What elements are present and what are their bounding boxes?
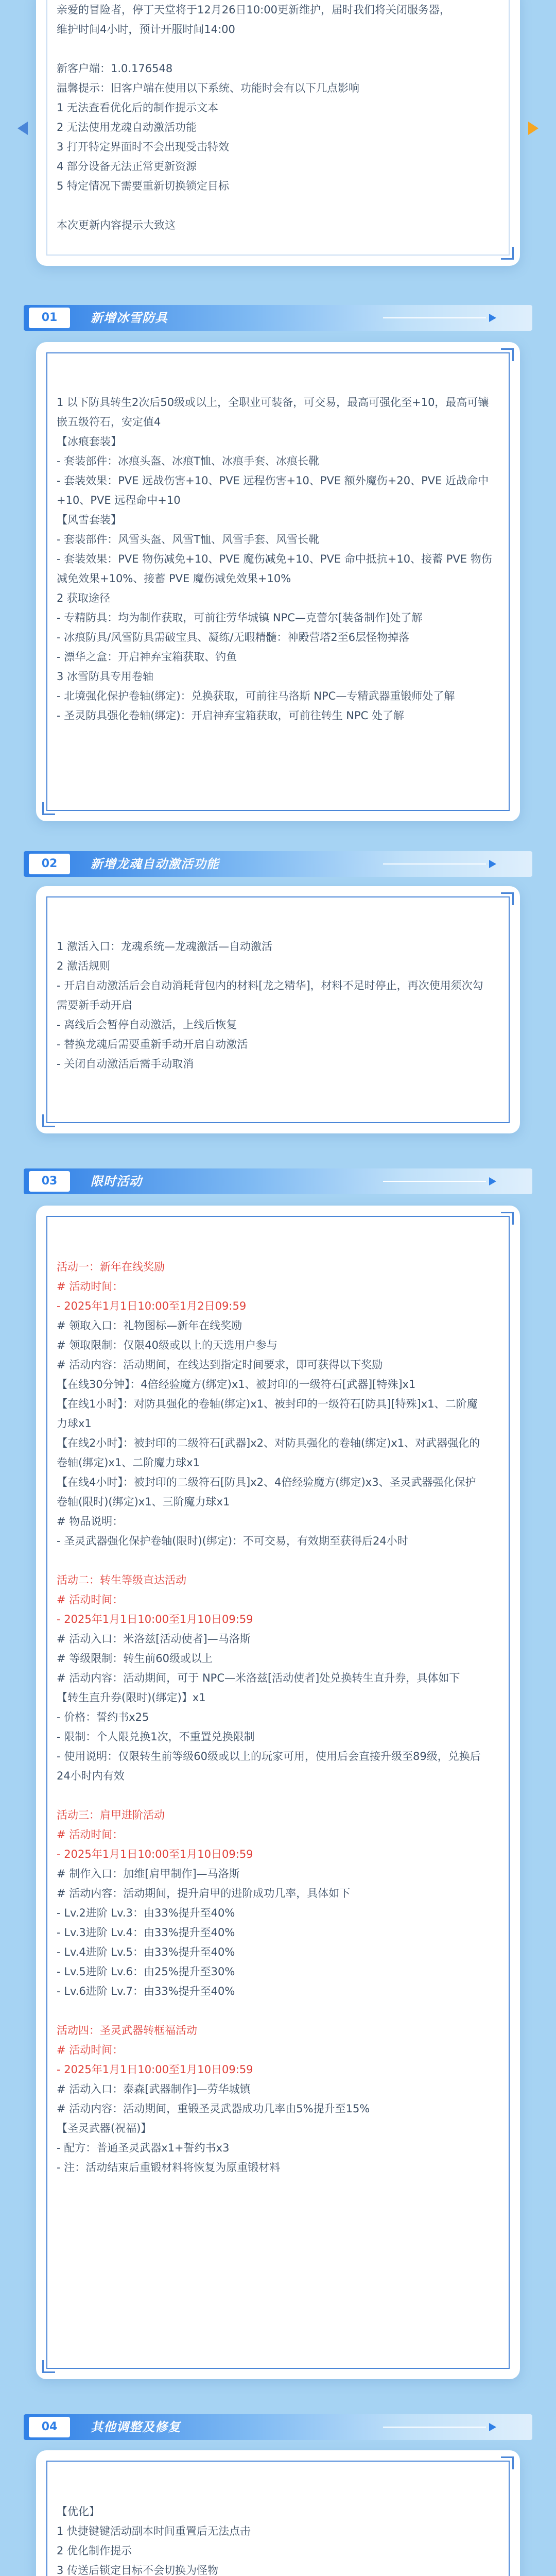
intro-line: 5 特定情况下需要重新切换锁定目标 [57, 180, 230, 192]
content-line: - 北境强化保护卷轴(绑定)：兑换获取，可前往马洛斯 NPC—专精武器重锻师处了解 [57, 690, 455, 702]
section-number: 04 [29, 2417, 70, 2437]
content-line: - 圣灵武器强化保护卷轴(限时)(绑定)：不可交易，有效期至获得后24小时 [57, 1535, 408, 1547]
content-line: - 价格：誓约书x25 [57, 1711, 149, 1723]
frame-corner [501, 1212, 514, 1225]
content-line: 【在线1小时】：对防具强化的卷轴(绑定)x1、被封印的一级符石[防具][特殊]x1、二阶魔 [57, 1398, 478, 1410]
content-line: - 专精防具：均为制作获取，可前往劳华城镇 NPC—克蕾尔[装备制作]处了解 [57, 612, 423, 624]
intro-line: 1 无法查看优化后的制作提示文本 [57, 101, 219, 114]
arrow-right-icon [528, 122, 538, 135]
frame-corner [501, 247, 514, 260]
intro-line: 2 无法使用龙魂自动激活功能 [57, 121, 197, 133]
arrow-right-icon [489, 314, 496, 322]
content-line: - 开启自动激活后会自动消耗背包内的材料[龙之精华]，材料不足时停止，再次使用须次勾 [57, 979, 483, 992]
content-line: 卷轴(限时)(绑定)x1、三阶魔力球x1 [57, 1496, 230, 1508]
frame-corner [42, 1114, 55, 1127]
section-header-3 [24, 1168, 532, 1194]
content-line: 24小时内有效 [57, 1770, 125, 1782]
content-line: # 领取限制：仅限40级或以上的天选用户参与 [57, 1339, 277, 1351]
header-divider [383, 2427, 486, 2428]
content-line: - 限制：个人限兑换1次，不重置兑换限制 [57, 1731, 255, 1743]
content-line: 2 获取途径 [57, 592, 111, 604]
content-line: - Lv.2进阶 Lv.3：由33%提升至40% [57, 1907, 235, 1919]
arrow-right-icon [489, 1177, 496, 1185]
content-line: - 漂华之盒：开启神弃宝箱获取、钓鱼 [57, 651, 237, 663]
content-line: # 活动时间： [57, 1280, 124, 1293]
content-line: 活动三：肩甲进阶活动 [57, 1809, 165, 1821]
content-line: - 使用说明：仅限转生前等级60级或以上的玩家可用，使用后会直接升级至89级，兑换后 [57, 1750, 481, 1762]
content-line: 3 冰雪防具专用卷轴 [57, 670, 154, 683]
content-line: # 等级限制：转生前60级或以上 [57, 1652, 213, 1665]
frame-corner [501, 2456, 514, 2469]
section-title: 限时活动 [91, 1174, 142, 1189]
content-line: # 活动时间： [57, 2044, 124, 2056]
section-text [57, 2502, 499, 2576]
arrow-right-icon [489, 2423, 496, 2431]
content-line: - Lv.6进阶 Lv.7：由33%提升至40% [57, 1985, 235, 1997]
section-title: 其他调整及修复 [91, 2420, 181, 2434]
content-line: 活动四：圣灵武器转框福活动 [57, 2024, 197, 2037]
section-header-2 [24, 851, 532, 877]
content-line: - 替换龙魂后需要重新手动开启自动激活 [57, 1038, 248, 1050]
content-line: - 2025年1月1日10:00至1月10日09:59 [57, 2063, 253, 2076]
content-line: 【风雪套装】 [57, 514, 121, 526]
content-line: 【优化】 [57, 2505, 100, 2518]
section-title: 新增龙魂自动激活功能 [91, 857, 219, 871]
intro-text [57, 0, 499, 235]
intro-line: 维护时间4小时，预计开服时间14:00 [57, 23, 235, 36]
content-line: # 活动内容：活动期间，提升肩甲的进阶成功几率，具体如下 [57, 1887, 351, 1900]
content-line: - Lv.4进阶 Lv.5：由33%提升至40% [57, 1946, 235, 1958]
content-line: 活动二：转生等级直达活动 [57, 1574, 186, 1586]
content-line: - 离线后会暂停自动激活，上线后恢复 [57, 1019, 237, 1031]
section-header-4 [24, 2414, 532, 2440]
content-line: - 冰痕防具/风雪防具需破宝具、凝练/无暇精髓：神殿营塔2至6层怪物掉落 [57, 631, 410, 643]
section-header-1 [24, 305, 532, 331]
content-line: # 活动时间： [57, 1828, 124, 1841]
content-line: - 2025年1月1日10:00至1月2日09:59 [57, 1300, 247, 1312]
content-line: 【圣灵武器(祝福)】 [57, 2122, 152, 2134]
content-line: # 活动内容：活动期间，重锻圣灵武器成功几率由5%提升至15% [57, 2103, 370, 2115]
content-line: 嵌五级符石，安定值4 [57, 416, 161, 428]
section-number: 01 [29, 308, 70, 328]
arrow-left-icon [18, 122, 28, 135]
content-line: 【在线2小时】：被封印的二级符石[武器]x2、对防具强化的卷轴(绑定)x1、对武器强化的 [57, 1437, 480, 1449]
section-number: 02 [29, 854, 70, 874]
intro-line: 本次更新内容提示大致这 [57, 219, 176, 231]
intro-line: 新客户端：1.0.176548 [57, 62, 173, 75]
content-line: # 活动内容：活动期间，可于 NPC—米洛兹[活动使者]处兑换转生直升券，具体如下 [57, 1672, 460, 1684]
frame-corner [501, 892, 514, 905]
frame-corner [501, 348, 514, 361]
header-divider [383, 1181, 486, 1182]
content-line: # 活动内容：活动期间，在线达到指定时间要求，即可获得以下奖励 [57, 1359, 383, 1371]
header-divider [383, 317, 486, 318]
section-title: 新增冰雪防具 [91, 311, 168, 325]
content-line: # 领取入口：礼物图标—新年在线奖励 [57, 1319, 242, 1332]
content-line: # 物品说明： [57, 1515, 124, 1528]
header-divider [383, 863, 486, 865]
content-line: - 2025年1月1日10:00至1月10日09:59 [57, 1848, 253, 1860]
content-line: 1 以下防具转生2次后50级或以上，全职业可装备，可交易，最高可强化至+10，最高可镶 [57, 396, 489, 409]
section-text [57, 937, 499, 1074]
frame-corner [42, 2360, 55, 2373]
intro-line: 温馨提示：旧客户端在使用以下系统、功能时会有以下几点影响 [57, 82, 359, 94]
content-line: - 套装部件：冰痕头盔、冰痕T恤、冰痕手套、冰痕长靴 [57, 455, 320, 467]
content-line: - 套装部件：风雪头盔、风雪T恤、风雪手套、风雪长靴 [57, 533, 320, 546]
section-text [57, 1257, 499, 2177]
frame-corner [42, 802, 55, 815]
content-line: 卷轴(绑定)x1、二阶魔力球x1 [57, 1456, 200, 1469]
content-line: - 注：活动结束后重锻材料将恢复为原重锻材料 [57, 2161, 281, 2174]
intro-line: 4 部分设备无法正常更新资源 [57, 160, 197, 173]
content-line: 【转生直升券(限时)(绑定)】x1 [57, 1691, 206, 1704]
content-line: 2 优化制作提示 [57, 2545, 132, 2557]
content-line: # 活动入口：米洛兹[活动使者]—马洛斯 [57, 1633, 251, 1645]
content-line: 【在线4小时】：被封印的二级符石[防具]x2、4倍经验魔方(绑定)x3、圣灵武器强化保护 [57, 1476, 476, 1488]
intro-line: 3 打开特定界面时不会出现受击特效 [57, 141, 230, 153]
content-line: - 圣灵防具强化卷轴(绑定)：开启神弃宝箱获取，可前往转生 NPC 处了解 [57, 709, 405, 722]
content-line: 2 激活规则 [57, 960, 111, 972]
content-line: - 2025年1月1日10:00至1月10日09:59 [57, 1613, 253, 1625]
content-line: 3 传送后锁定目标不会切换为怪物 [57, 2564, 219, 2576]
arrow-right-icon [489, 860, 496, 868]
content-line: # 活动入口：泰森[武器制作]—劳华城镇 [57, 2083, 251, 2095]
content-line: 力球x1 [57, 1417, 92, 1430]
content-line: 1 激活入口：龙魂系统—龙魂激活—自动激活 [57, 940, 273, 953]
intro-line: 亲爱的冒险者，停丁天堂将于12月26日10:00更新维护，届时我们将关闭服务器， [57, 4, 450, 16]
content-line: - 配方：普通圣灵武器x1+誓约书x3 [57, 2142, 230, 2154]
content-line: - 套装效果：PVE 远战伤害+10、PVE 远程伤害+10、PVE 额外魔伤+20、PVE 近战命中 [57, 474, 489, 487]
content-line: - Lv.3进阶 Lv.4：由33%提升至40% [57, 1926, 235, 1939]
content-line: 需要新手动开启 [57, 999, 132, 1011]
content-line: - Lv.5进阶 Lv.6：由25%提升至30% [57, 1965, 235, 1978]
content-line: # 活动时间： [57, 1594, 124, 1606]
section-number: 03 [29, 1171, 70, 1192]
content-line: 减免效果+10%、接蓄 PVE 魔伤减免效果+10% [57, 572, 291, 585]
section-text [57, 393, 499, 725]
content-line: 【冰痕套装】 [57, 435, 121, 448]
content-line: - 关闭自动激活后需手动取消 [57, 1058, 194, 1070]
content-line: - 套装效果：PVE 物伤减免+10、PVE 魔伤减免+10、PVE 命中抵抗+10、接蓄 PVE 物伤 [57, 553, 492, 565]
content-line: # 制作入口：加维[肩甲制作]—马洛斯 [57, 1868, 240, 1880]
content-line: 1 快捷键键活动副本时间重置后无法点击 [57, 2525, 251, 2537]
content-line: 【在线30分钟】：4倍经验魔方(绑定)x1、被封印的一级符石[武器][特殊]x1 [57, 1378, 416, 1391]
content-line: +10、PVE 远程命中+10 [57, 494, 181, 506]
content-line: 活动一：新年在线奖励 [57, 1261, 165, 1273]
